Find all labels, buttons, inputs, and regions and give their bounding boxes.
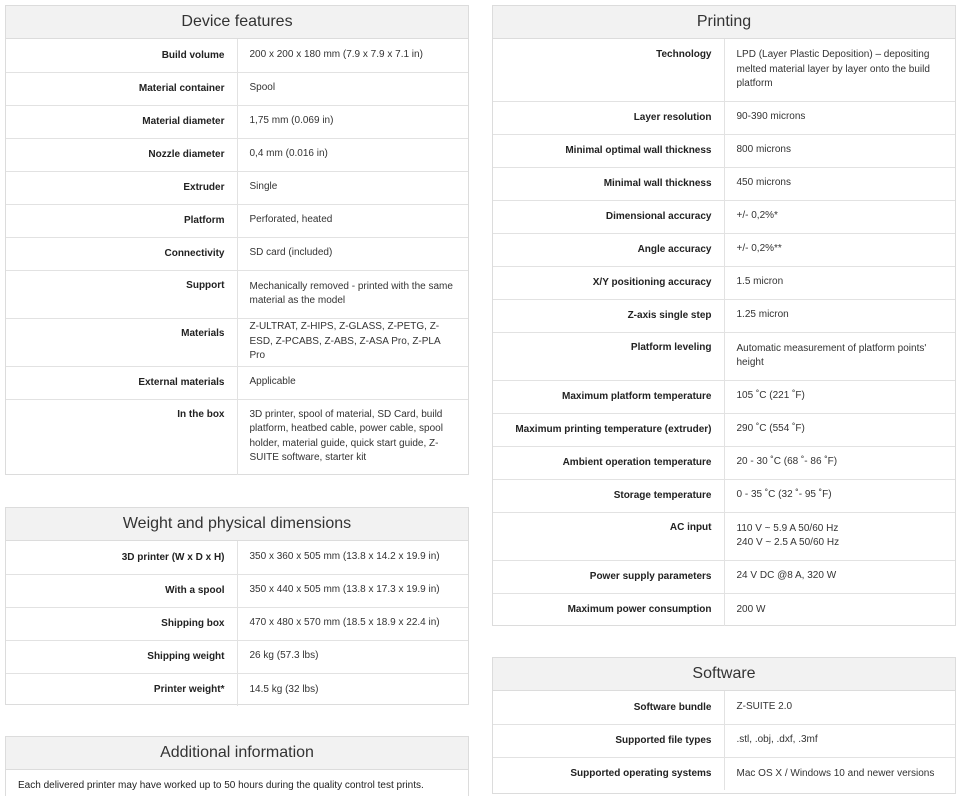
row-value: 20 - 30 ˚C (68 ˚- 86 ˚F) bbox=[724, 446, 955, 479]
table-row bbox=[493, 593, 955, 626]
table-row bbox=[6, 171, 468, 204]
row-label: Material diameter bbox=[6, 105, 237, 138]
row-label: Extruder bbox=[6, 171, 237, 204]
row-value: Single bbox=[237, 171, 468, 204]
table-row bbox=[493, 332, 955, 380]
row-value: 105 ˚C (221 ˚F) bbox=[724, 380, 955, 413]
row-value: 0 - 35 ˚C (32 ˚- 95 ˚F) bbox=[724, 479, 955, 512]
row-label: Maximum power consumption bbox=[493, 593, 724, 626]
table-row bbox=[6, 399, 468, 475]
table-row bbox=[6, 270, 468, 318]
row-label: Platform leveling bbox=[493, 332, 724, 380]
row-value: 24 V DC @8 A, 320 W bbox=[724, 560, 955, 593]
row-label: Dimensional accuracy bbox=[493, 200, 724, 233]
table-row bbox=[6, 105, 468, 138]
row-label: Platform bbox=[6, 204, 237, 237]
table-row bbox=[6, 138, 468, 171]
table-row bbox=[493, 299, 955, 332]
row-label: Shipping weight bbox=[6, 640, 237, 673]
row-label: Angle accuracy bbox=[493, 233, 724, 266]
table-row bbox=[493, 446, 955, 479]
row-value bbox=[724, 512, 955, 560]
table-row bbox=[493, 560, 955, 593]
row-label: Z-axis single step bbox=[493, 299, 724, 332]
ac-input-line-1: 110 V ~ 5.9 A 50/60 Hz bbox=[736, 522, 839, 534]
row-value: Spool bbox=[237, 72, 468, 105]
row-value: .stl, .obj, .dxf, .3mf bbox=[724, 724, 955, 757]
row-label: Technology bbox=[493, 39, 724, 101]
table-row bbox=[6, 640, 468, 673]
row-value: 14.5 kg (32 lbs) bbox=[249, 683, 319, 695]
table-row bbox=[6, 39, 468, 72]
row-label: Connectivity bbox=[6, 237, 237, 270]
row-value: 90-390 microns bbox=[724, 101, 955, 134]
row-label: Supported operating systems bbox=[493, 757, 724, 790]
row-value: 26 kg (57.3 lbs) bbox=[237, 640, 468, 673]
table-row bbox=[6, 673, 468, 706]
row-label: Storage temperature bbox=[493, 479, 724, 512]
table-row bbox=[6, 72, 468, 105]
software-panel bbox=[492, 657, 956, 794]
row-label: Software bundle bbox=[493, 691, 724, 724]
row-label: Nozzle diameter bbox=[6, 138, 237, 171]
row-value: 1,75 mm (0.069 in) bbox=[237, 105, 468, 138]
device-features-panel bbox=[5, 5, 469, 475]
row-label: X/Y positioning accuracy bbox=[493, 266, 724, 299]
row-value: Perforated, heated bbox=[237, 204, 468, 237]
row-value: Automatic measurement of platform points' height bbox=[724, 332, 955, 380]
ac-input-line-2: 240 V ~ 2.5 A 50/60 Hz bbox=[736, 537, 840, 548]
table-row bbox=[493, 380, 955, 413]
table-row bbox=[6, 204, 468, 237]
row-value: 1.5 micron bbox=[724, 266, 955, 299]
software-title: Software bbox=[493, 658, 955, 691]
table-row bbox=[493, 134, 955, 167]
table-row bbox=[6, 366, 468, 399]
row-label: Layer resolution bbox=[493, 101, 724, 134]
row-value: Z-ULTRAT, Z-HIPS, Z-GLASS, Z-PETG, Z-ESD, Z-PCABS, Z-ABS, Z-ASA Pro, Z-PLA Pro bbox=[237, 318, 468, 366]
row-value: +/- 0,2%** bbox=[724, 233, 955, 266]
table-row bbox=[493, 479, 955, 512]
printing-table bbox=[493, 39, 955, 626]
row-label: Materials bbox=[6, 318, 237, 366]
table-row bbox=[493, 233, 955, 266]
row-label: 3D printer (W x D x H) bbox=[6, 541, 237, 574]
row-label: With a spool bbox=[6, 574, 237, 607]
software-table bbox=[493, 691, 955, 790]
device-features-table bbox=[6, 39, 468, 475]
row-label: Maximum printing temperature (extruder) bbox=[493, 413, 724, 446]
row-label: Power supply parameters bbox=[493, 560, 724, 593]
row-label: Material container bbox=[6, 72, 237, 105]
row-value: SD card (included) bbox=[237, 237, 468, 270]
table-row bbox=[6, 607, 468, 640]
row-value: 800 microns bbox=[724, 134, 955, 167]
row-label: Minimal wall thickness bbox=[493, 167, 724, 200]
row-label: Printer weight* bbox=[6, 673, 237, 706]
table-row bbox=[493, 200, 955, 233]
row-label: Shipping box bbox=[6, 607, 237, 640]
table-row bbox=[6, 318, 468, 366]
row-value: 470 x 480 x 570 mm (18.5 x 18.9 x 22.4 in) bbox=[237, 607, 468, 640]
additional-info-text: Each delivered printer may have worked up to 50 hours during the quality control test prints. bbox=[18, 780, 424, 791]
row-value: Applicable bbox=[237, 366, 468, 399]
row-value: 350 x 360 x 505 mm (13.8 x 14.2 x 19.9 in) bbox=[237, 541, 468, 574]
additional-info-panel bbox=[5, 736, 469, 796]
row-value: Mac OS X / Windows 10 and newer versions bbox=[736, 767, 935, 779]
row-value: Z-SUITE 2.0 bbox=[724, 691, 955, 724]
table-row bbox=[493, 413, 955, 446]
weight-dimensions-table bbox=[6, 541, 468, 706]
table-row bbox=[493, 691, 955, 724]
row-label: Build volume bbox=[6, 39, 237, 72]
row-value: 1.25 micron bbox=[724, 299, 955, 332]
table-row bbox=[6, 541, 468, 574]
weight-dimensions-title: Weight and physical dimensions bbox=[6, 508, 468, 541]
printing-title: Printing bbox=[493, 6, 955, 39]
table-row bbox=[6, 237, 468, 270]
table-row bbox=[6, 574, 468, 607]
row-value: 450 microns bbox=[724, 167, 955, 200]
device-features-title: Device features bbox=[6, 6, 468, 39]
table-row bbox=[493, 512, 955, 560]
row-label: External materials bbox=[6, 366, 237, 399]
table-row bbox=[493, 266, 955, 299]
row-value: +/- 0,2%* bbox=[724, 200, 955, 233]
row-value: Mechanically removed - printed with the same material as the model bbox=[237, 270, 468, 318]
printing-panel bbox=[492, 5, 956, 626]
row-label: Support bbox=[6, 270, 237, 318]
row-label: Minimal optimal wall thickness bbox=[493, 134, 724, 167]
row-value: LPD (Layer Plastic Deposition) – depositing melted material layer by layer onto the build platform bbox=[724, 39, 955, 101]
weight-dimensions-panel bbox=[5, 507, 469, 705]
row-value: 0,4 mm (0.016 in) bbox=[237, 138, 468, 171]
table-row bbox=[493, 167, 955, 200]
row-label: Maximum platform temperature bbox=[493, 380, 724, 413]
row-label: AC input bbox=[493, 512, 724, 560]
additional-info-title: Additional information bbox=[6, 737, 468, 770]
row-value: 290 ˚C (554 ˚F) bbox=[724, 413, 955, 446]
table-row bbox=[493, 757, 955, 790]
row-value: 350 x 440 x 505 mm (13.8 x 17.3 x 19.9 in) bbox=[237, 574, 468, 607]
row-label: Supported file types bbox=[493, 724, 724, 757]
row-label: In the box bbox=[6, 399, 237, 475]
row-value: 200 W bbox=[736, 603, 766, 615]
table-row bbox=[493, 39, 955, 101]
table-row bbox=[493, 724, 955, 757]
row-value: 3D printer, spool of material, SD Card, build platform, heatbed cable, power cable, spool holder, material guide, quick start guide, Z-SUITE software, starter kit bbox=[249, 408, 443, 463]
table-row bbox=[493, 101, 955, 134]
row-value: 200 x 200 x 180 mm (7.9 x 7.9 x 7.1 in) bbox=[237, 39, 468, 72]
row-label: Ambient operation temperature bbox=[493, 446, 724, 479]
